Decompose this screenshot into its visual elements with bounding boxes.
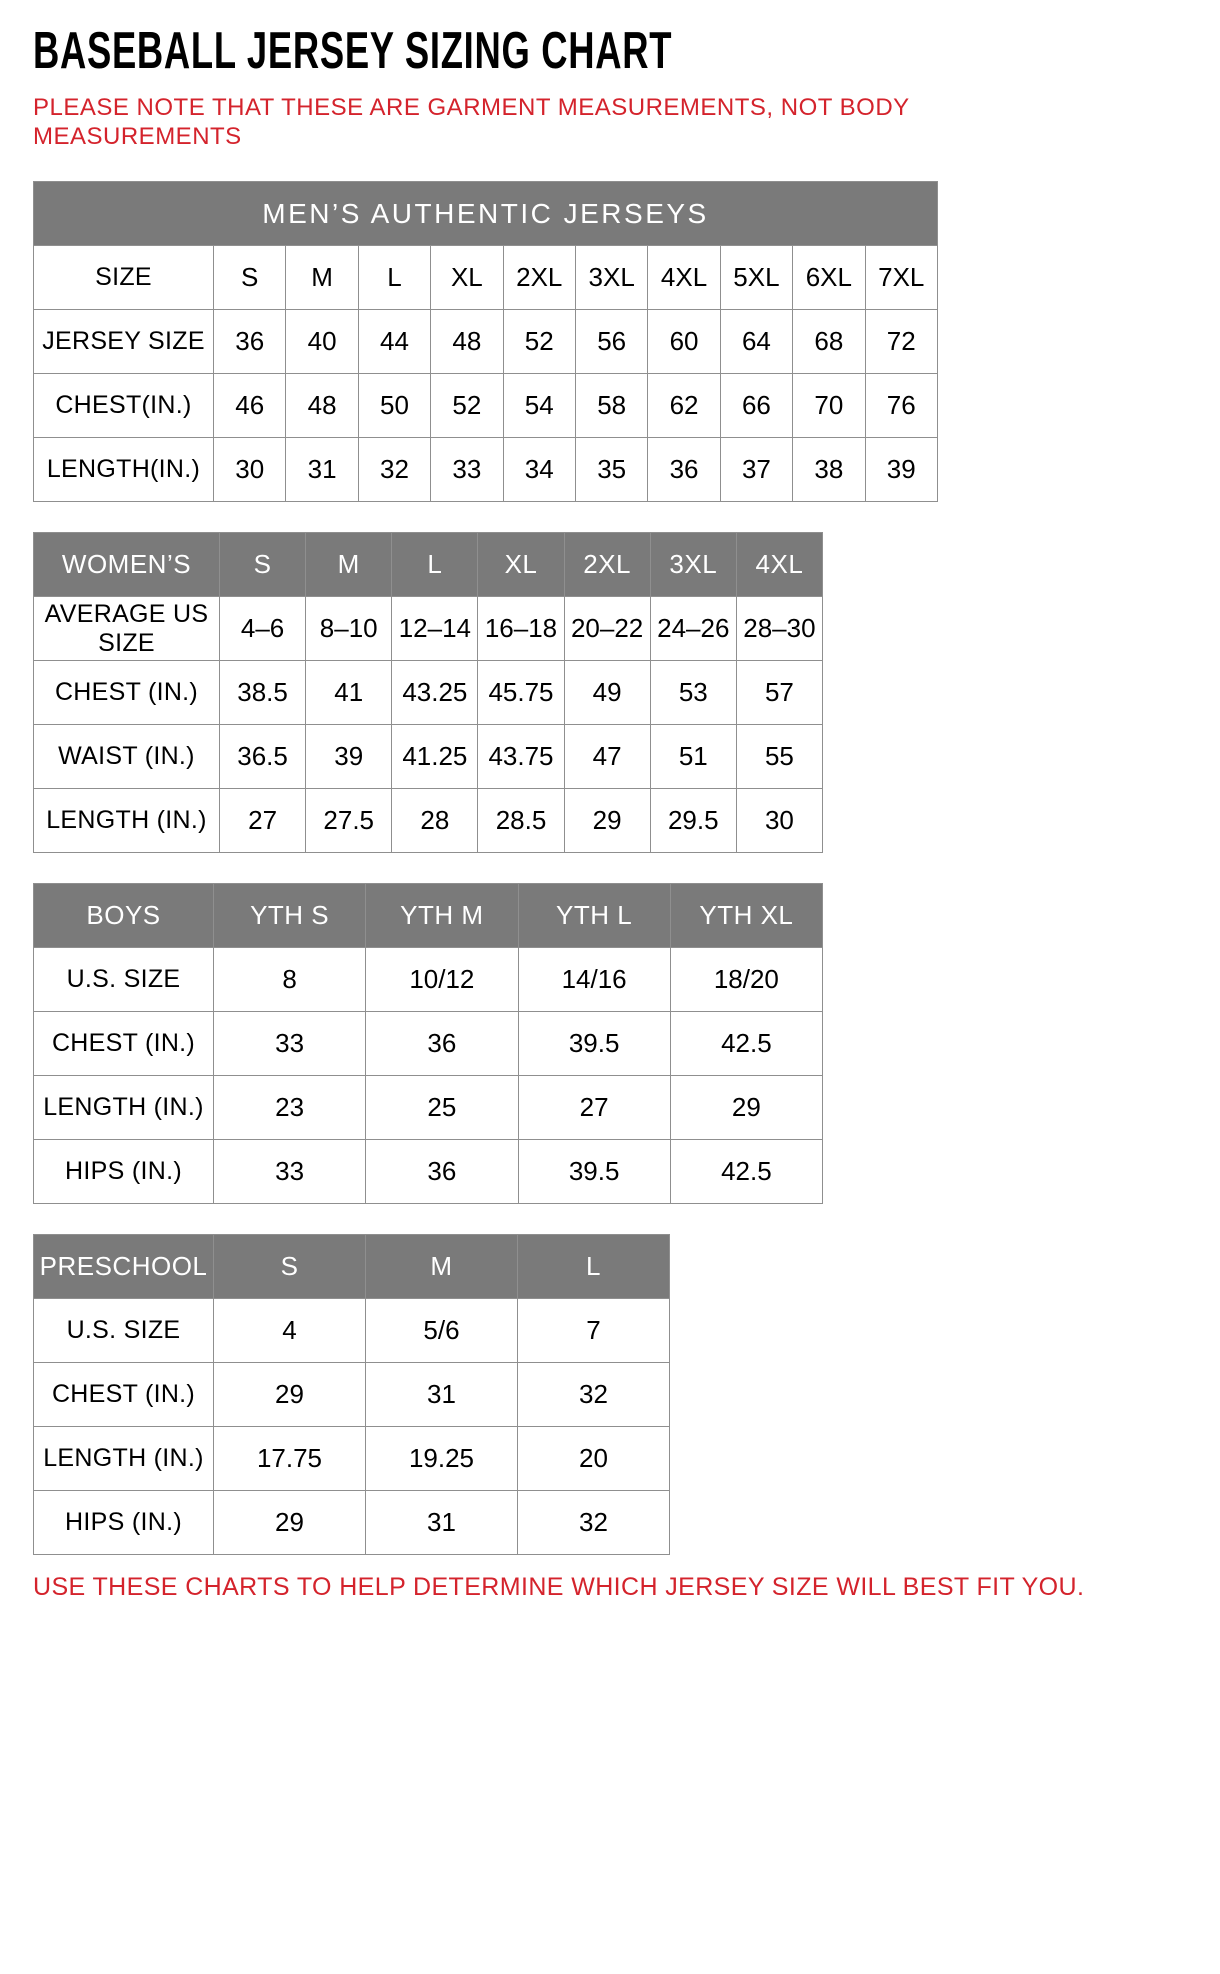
size-cell: 17.75: [214, 1427, 366, 1491]
size-cell: 18/20: [670, 948, 822, 1012]
row-label: CHEST(IN.): [34, 374, 214, 438]
table-row: [34, 948, 823, 1012]
size-cell: 68: [793, 310, 865, 374]
size-cell: 34: [503, 438, 575, 502]
size-cell: 42.5: [670, 1012, 822, 1076]
boys-sizing-table: [33, 883, 823, 1204]
size-cell: 16–18: [478, 597, 564, 661]
row-label: JERSEY SIZE: [34, 310, 214, 374]
column-header: M: [366, 1235, 518, 1299]
size-cell: 52: [431, 374, 503, 438]
row-label: LENGTH (IN.): [34, 1427, 214, 1491]
size-cell: 43.75: [478, 725, 564, 789]
size-cell: 72: [865, 310, 937, 374]
column-header: YTH M: [366, 884, 518, 948]
column-header: 4XL: [736, 533, 822, 597]
size-cell: 6XL: [793, 246, 865, 310]
column-header: 2XL: [564, 533, 650, 597]
mens-sizing-table: [33, 181, 938, 502]
table-row: [34, 374, 938, 438]
size-cell: 52: [503, 310, 575, 374]
size-cell: 62: [648, 374, 720, 438]
size-cell: 3XL: [575, 246, 647, 310]
page-title: BASEBALL JERSEY SIZING CHART: [33, 22, 673, 80]
size-cell: 4–6: [220, 597, 306, 661]
size-cell: M: [286, 246, 358, 310]
size-cell: 20–22: [564, 597, 650, 661]
size-cell: 4: [214, 1299, 366, 1363]
size-cell: 39.5: [518, 1140, 670, 1204]
size-cell: 55: [736, 725, 822, 789]
row-label: CHEST (IN.): [34, 1363, 214, 1427]
table-row: [34, 1363, 670, 1427]
row-label: U.S. SIZE: [34, 1299, 214, 1363]
size-cell: 29: [670, 1076, 822, 1140]
table-header-row: [34, 533, 823, 597]
row-label: HIPS (IN.): [34, 1140, 214, 1204]
size-cell: 31: [366, 1363, 518, 1427]
table-header-label: BOYS: [34, 884, 214, 948]
size-cell: 8: [214, 948, 366, 1012]
column-header: L: [392, 533, 478, 597]
row-label: CHEST (IN.): [34, 1012, 214, 1076]
size-cell: 5XL: [720, 246, 792, 310]
table-row: [34, 725, 823, 789]
size-cell: L: [358, 246, 430, 310]
table-row: [34, 1299, 670, 1363]
size-cell: 27: [220, 789, 306, 853]
row-label: CHEST (IN.): [34, 661, 220, 725]
size-cell: 50: [358, 374, 430, 438]
size-cell: 27: [518, 1076, 670, 1140]
garment-measurements-note: PLEASE NOTE THAT THESE ARE GARMENT MEASUREMENTS, NOT BODY MEASUREMENTS: [33, 93, 910, 150]
size-cell: 53: [650, 661, 736, 725]
size-cell: 60: [648, 310, 720, 374]
size-cell: 39: [306, 725, 392, 789]
size-cell: 44: [358, 310, 430, 374]
size-cell: 36: [366, 1140, 518, 1204]
table-header-row: [34, 1235, 670, 1299]
column-header: YTH S: [214, 884, 366, 948]
mens-table-section: [33, 181, 1187, 502]
row-label: AVERAGE US SIZE: [34, 597, 220, 661]
table-row: [34, 1076, 823, 1140]
size-cell: 24–26: [650, 597, 736, 661]
size-cell: 32: [518, 1491, 670, 1555]
size-cell: 48: [286, 374, 358, 438]
column-header: M: [306, 533, 392, 597]
size-cell: 41.25: [392, 725, 478, 789]
size-cell: 47: [564, 725, 650, 789]
size-cell: XL: [431, 246, 503, 310]
column-header: YTH XL: [670, 884, 822, 948]
row-label: HIPS (IN.): [34, 1491, 214, 1555]
column-header: L: [518, 1235, 670, 1299]
womens-table-section: [33, 532, 1187, 853]
table-row: [34, 661, 823, 725]
size-cell: 25: [366, 1076, 518, 1140]
size-cell: 39: [865, 438, 937, 502]
size-cell: 38: [793, 438, 865, 502]
size-cell: 28.5: [478, 789, 564, 853]
womens-sizing-table: [33, 532, 823, 853]
column-header: S: [214, 1235, 366, 1299]
table-header-row: [34, 884, 823, 948]
size-cell: 42.5: [670, 1140, 822, 1204]
row-label: U.S. SIZE: [34, 948, 214, 1012]
size-cell: 5/6: [366, 1299, 518, 1363]
table-title: MEN’S AUTHENTIC JERSEYS: [34, 182, 938, 246]
size-cell: 38.5: [220, 661, 306, 725]
size-cell: 31: [366, 1491, 518, 1555]
size-cell: 27.5: [306, 789, 392, 853]
size-cell: 76: [865, 374, 937, 438]
size-cell: 39.5: [518, 1012, 670, 1076]
size-cell: 35: [575, 438, 647, 502]
table-row: [34, 1427, 670, 1491]
column-header: 3XL: [650, 533, 736, 597]
fit-advice-note: USE THESE CHARTS TO HELP DETERMINE WHICH JERSEY SIZE WILL BEST FIT YOU.: [33, 1573, 1085, 1602]
size-cell: 41: [306, 661, 392, 725]
size-cell: 37: [720, 438, 792, 502]
size-cell: 8–10: [306, 597, 392, 661]
size-cell: 64: [720, 310, 792, 374]
size-cell: 29: [214, 1491, 366, 1555]
table-row: [34, 1012, 823, 1076]
size-cell: 36: [214, 310, 286, 374]
table-row: [34, 438, 938, 502]
size-cell: 29: [214, 1363, 366, 1427]
size-cell: 12–14: [392, 597, 478, 661]
row-label: LENGTH (IN.): [34, 789, 220, 853]
size-cell: 36: [648, 438, 720, 502]
row-label: WAIST (IN.): [34, 725, 220, 789]
table-header-label: PRESCHOOL: [34, 1235, 214, 1299]
size-cell: 30: [214, 438, 286, 502]
size-cell: 33: [214, 1140, 366, 1204]
row-label: LENGTH(IN.): [34, 438, 214, 502]
size-cell: 19.25: [366, 1427, 518, 1491]
size-cell: 33: [214, 1012, 366, 1076]
column-header: YTH L: [518, 884, 670, 948]
table-row: [34, 310, 938, 374]
size-cell: 30: [736, 789, 822, 853]
size-cell: 7: [518, 1299, 670, 1363]
row-label: LENGTH (IN.): [34, 1076, 214, 1140]
size-cell: 14/16: [518, 948, 670, 1012]
size-cell: 10/12: [366, 948, 518, 1012]
size-cell: 4XL: [648, 246, 720, 310]
size-cell: 66: [720, 374, 792, 438]
size-cell: 32: [518, 1363, 670, 1427]
size-cell: 7XL: [865, 246, 937, 310]
size-cell: 29.5: [650, 789, 736, 853]
size-cell: 31: [286, 438, 358, 502]
column-header: XL: [478, 533, 564, 597]
preschool-table-section: [33, 1234, 1187, 1555]
size-cell: S: [214, 246, 286, 310]
size-cell: 46: [214, 374, 286, 438]
table-row: [34, 1491, 670, 1555]
size-cell: 57: [736, 661, 822, 725]
size-cell: 49: [564, 661, 650, 725]
size-cell: 56: [575, 310, 647, 374]
size-cell: 45.75: [478, 661, 564, 725]
size-cell: 28–30: [736, 597, 822, 661]
size-cell: 70: [793, 374, 865, 438]
size-cell: 48: [431, 310, 503, 374]
size-cell: 33: [431, 438, 503, 502]
size-cell: 28: [392, 789, 478, 853]
size-cell: 29: [564, 789, 650, 853]
size-cell: 2XL: [503, 246, 575, 310]
table-title-row: [34, 182, 938, 246]
size-cell: 32: [358, 438, 430, 502]
table-row: [34, 1140, 823, 1204]
table-row: [34, 246, 938, 310]
size-cell: 20: [518, 1427, 670, 1491]
row-label: SIZE: [34, 246, 214, 310]
table-row: [34, 597, 823, 661]
table-row: [34, 789, 823, 853]
size-cell: 40: [286, 310, 358, 374]
size-cell: 58: [575, 374, 647, 438]
preschool-sizing-table: [33, 1234, 670, 1555]
table-header-label: WOMEN’S: [34, 533, 220, 597]
boys-table-section: [33, 883, 1187, 1204]
size-cell: 36: [366, 1012, 518, 1076]
size-cell: 43.25: [392, 661, 478, 725]
size-cell: 51: [650, 725, 736, 789]
size-cell: 54: [503, 374, 575, 438]
size-cell: 23: [214, 1076, 366, 1140]
size-cell: 36.5: [220, 725, 306, 789]
column-header: S: [220, 533, 306, 597]
